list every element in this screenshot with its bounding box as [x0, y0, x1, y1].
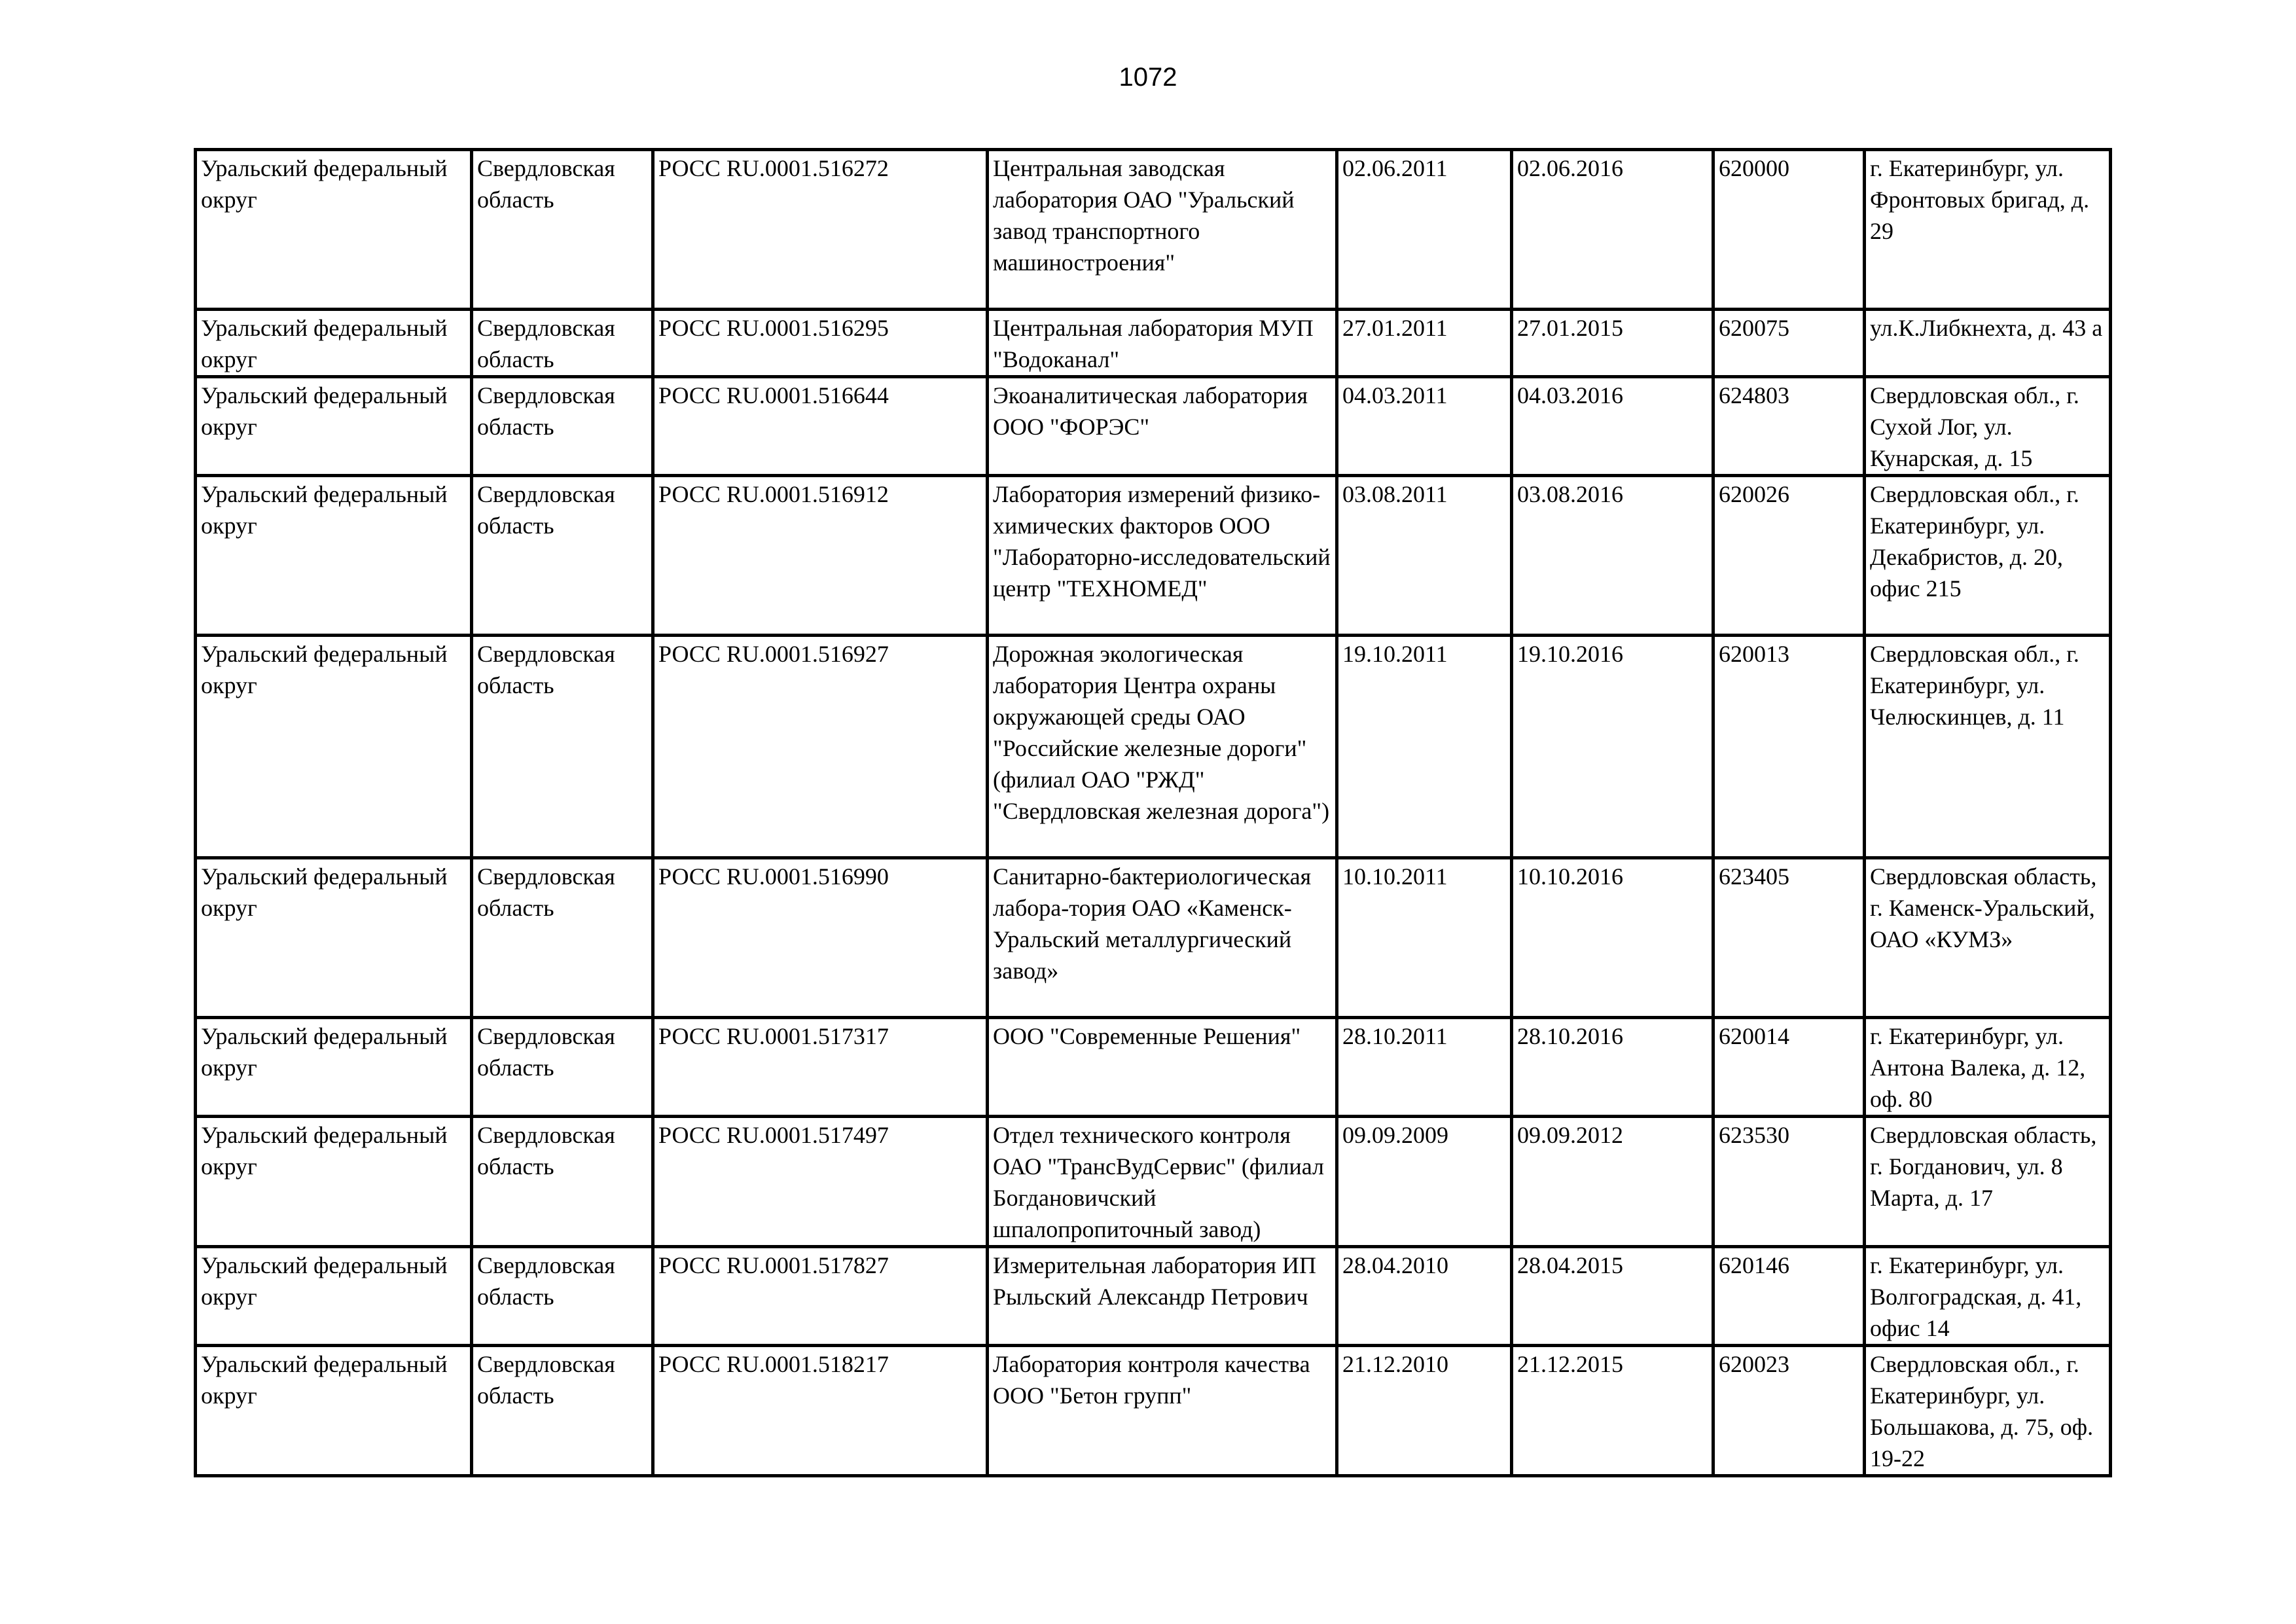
address-cell: Свердловская область, г. Каменск-Уральский, ОАО «КУМЗ» [1865, 858, 2111, 1018]
district-cell: Уральский федеральный округ [196, 1346, 472, 1476]
address-cell: Свердловская обл., г. Екатеринбург, ул. Большакова, д. 75, оф. 19-22 [1865, 1346, 2111, 1476]
certificate-number-cell: РОСС RU.0001.516295 [653, 310, 988, 377]
region-cell: Свердловская область [472, 636, 653, 858]
district-cell: Уральский федеральный округ [196, 377, 472, 476]
issue-date-cell: 04.03.2011 [1337, 377, 1512, 476]
certificate-number-cell: РОСС RU.0001.517317 [653, 1018, 988, 1117]
laboratory-name-cell: Санитарно-бактериологическая лабора-тория ОАО «Каменск-Уральский металлургический завод» [988, 858, 1337, 1018]
postal-code-cell: 620075 [1713, 310, 1865, 377]
expiry-date-cell: 10.10.2016 [1512, 858, 1713, 1018]
postal-code-cell: 620023 [1713, 1346, 1865, 1476]
district-cell: Уральский федеральный округ [196, 476, 472, 636]
address-cell: Свердловская обл., г. Сухой Лог, ул. Кунарская, д. 15 [1865, 377, 2111, 476]
certificate-number-cell: РОСС RU.0001.516912 [653, 476, 988, 636]
issue-date-cell: 02.06.2011 [1337, 150, 1512, 310]
district-cell: Уральский федеральный округ [196, 1117, 472, 1247]
issue-date-cell: 28.10.2011 [1337, 1018, 1512, 1117]
postal-code-cell: 620000 [1713, 150, 1865, 310]
table-row [196, 1117, 2111, 1247]
district-cell: Уральский федеральный округ [196, 310, 472, 377]
table-row [196, 1346, 2111, 1476]
table-row [196, 150, 2111, 310]
address-cell: Свердловская обл., г. Екатеринбург, ул. Декабристов, д. 20, офис 215 [1865, 476, 2111, 636]
table-row [196, 858, 2111, 1018]
postal-code-cell: 620013 [1713, 636, 1865, 858]
expiry-date-cell: 03.08.2016 [1512, 476, 1713, 636]
issue-date-cell: 28.04.2010 [1337, 1247, 1512, 1346]
postal-code-cell: 624803 [1713, 377, 1865, 476]
expiry-date-cell: 04.03.2016 [1512, 377, 1713, 476]
issue-date-cell: 10.10.2011 [1337, 858, 1512, 1018]
postal-code-cell: 623530 [1713, 1117, 1865, 1247]
laboratory-registry-table [194, 148, 2112, 1477]
laboratory-name-cell: Экоаналитическая лаборатория ООО "ФОРЭС" [988, 377, 1337, 476]
region-cell: Свердловская область [472, 377, 653, 476]
certificate-number-cell: РОСС RU.0001.516990 [653, 858, 988, 1018]
address-cell: г. Екатеринбург, ул. Антона Валека, д. 12, оф. 80 [1865, 1018, 2111, 1117]
laboratory-name-cell: ООО "Современные Решения" [988, 1018, 1337, 1117]
address-cell: ул.К.Либкнехта, д. 43 а [1865, 310, 2111, 377]
issue-date-cell: 27.01.2011 [1337, 310, 1512, 377]
district-cell: Уральский федеральный округ [196, 1018, 472, 1117]
address-cell: Свердловская область, г. Богданович, ул. 8 Марта, д. 17 [1865, 1117, 2111, 1247]
expiry-date-cell: 28.10.2016 [1512, 1018, 1713, 1117]
region-cell: Свердловская область [472, 150, 653, 310]
address-cell: г. Екатеринбург, ул. Фронтовых бригад, д. 29 [1865, 150, 2111, 310]
expiry-date-cell: 27.01.2015 [1512, 310, 1713, 377]
issue-date-cell: 09.09.2009 [1337, 1117, 1512, 1247]
expiry-date-cell: 28.04.2015 [1512, 1247, 1713, 1346]
certificate-number-cell: РОСС RU.0001.516272 [653, 150, 988, 310]
region-cell: Свердловская область [472, 1247, 653, 1346]
postal-code-cell: 620014 [1713, 1018, 1865, 1117]
laboratory-name-cell: Измерительная лаборатория ИП Рыльский Александр Петрович [988, 1247, 1337, 1346]
page-number: 1072 [1119, 63, 1177, 92]
certificate-number-cell: РОСС RU.0001.516927 [653, 636, 988, 858]
issue-date-cell: 21.12.2010 [1337, 1346, 1512, 1476]
certificate-number-cell: РОСС RU.0001.518217 [653, 1346, 988, 1476]
laboratory-name-cell: Дорожная экологическая лаборатория Центра охраны окружающей среды ОАО "Российские железные дороги" (филиал ОАО "РЖД" "Свердловская железная дорога") [988, 636, 1337, 858]
district-cell: Уральский федеральный округ [196, 1247, 472, 1346]
expiry-date-cell: 19.10.2016 [1512, 636, 1713, 858]
district-cell: Уральский федеральный округ [196, 150, 472, 310]
region-cell: Свердловская область [472, 476, 653, 636]
postal-code-cell: 620026 [1713, 476, 1865, 636]
table-row [196, 1018, 2111, 1117]
district-cell: Уральский федеральный округ [196, 636, 472, 858]
expiry-date-cell: 02.06.2016 [1512, 150, 1713, 310]
table-row [196, 636, 2111, 858]
address-cell: Свердловская обл., г. Екатеринбург, ул. Челюскинцев, д. 11 [1865, 636, 2111, 858]
postal-code-cell: 620146 [1713, 1247, 1865, 1346]
laboratory-name-cell: Центральная лаборатория МУП "Водоканал" [988, 310, 1337, 377]
region-cell: Свердловская область [472, 1346, 653, 1476]
certificate-number-cell: РОСС RU.0001.517497 [653, 1117, 988, 1247]
laboratory-name-cell: Отдел технического контроля ОАО "ТрансВудСервис" (филиал Богдановичский шпалопропиточный завод) [988, 1117, 1337, 1247]
address-cell: г. Екатеринбург, ул. Волгоградская, д. 41, офис 14 [1865, 1247, 2111, 1346]
certificate-number-cell: РОСС RU.0001.517827 [653, 1247, 988, 1346]
issue-date-cell: 19.10.2011 [1337, 636, 1512, 858]
region-cell: Свердловская область [472, 310, 653, 377]
laboratory-name-cell: Лаборатория измерений физико-химических факторов ООО "Лабораторно-исследовательский центр "ТЕХНОМЕД" [988, 476, 1337, 636]
table-row [196, 377, 2111, 476]
issue-date-cell: 03.08.2011 [1337, 476, 1512, 636]
expiry-date-cell: 09.09.2012 [1512, 1117, 1713, 1247]
region-cell: Свердловская область [472, 1117, 653, 1247]
certificate-number-cell: РОСС RU.0001.516644 [653, 377, 988, 476]
laboratory-name-cell: Центральная заводская лаборатория ОАО "Уральский завод транспортного машиностроения" [988, 150, 1337, 310]
district-cell: Уральский федеральный округ [196, 858, 472, 1018]
postal-code-cell: 623405 [1713, 858, 1865, 1018]
table-row [196, 310, 2111, 377]
expiry-date-cell: 21.12.2015 [1512, 1346, 1713, 1476]
region-cell: Свердловская область [472, 858, 653, 1018]
laboratory-name-cell: Лаборатория контроля качества ООО "Бетон групп" [988, 1346, 1337, 1476]
region-cell: Свердловская область [472, 1018, 653, 1117]
table-row [196, 476, 2111, 636]
table-row [196, 1247, 2111, 1346]
